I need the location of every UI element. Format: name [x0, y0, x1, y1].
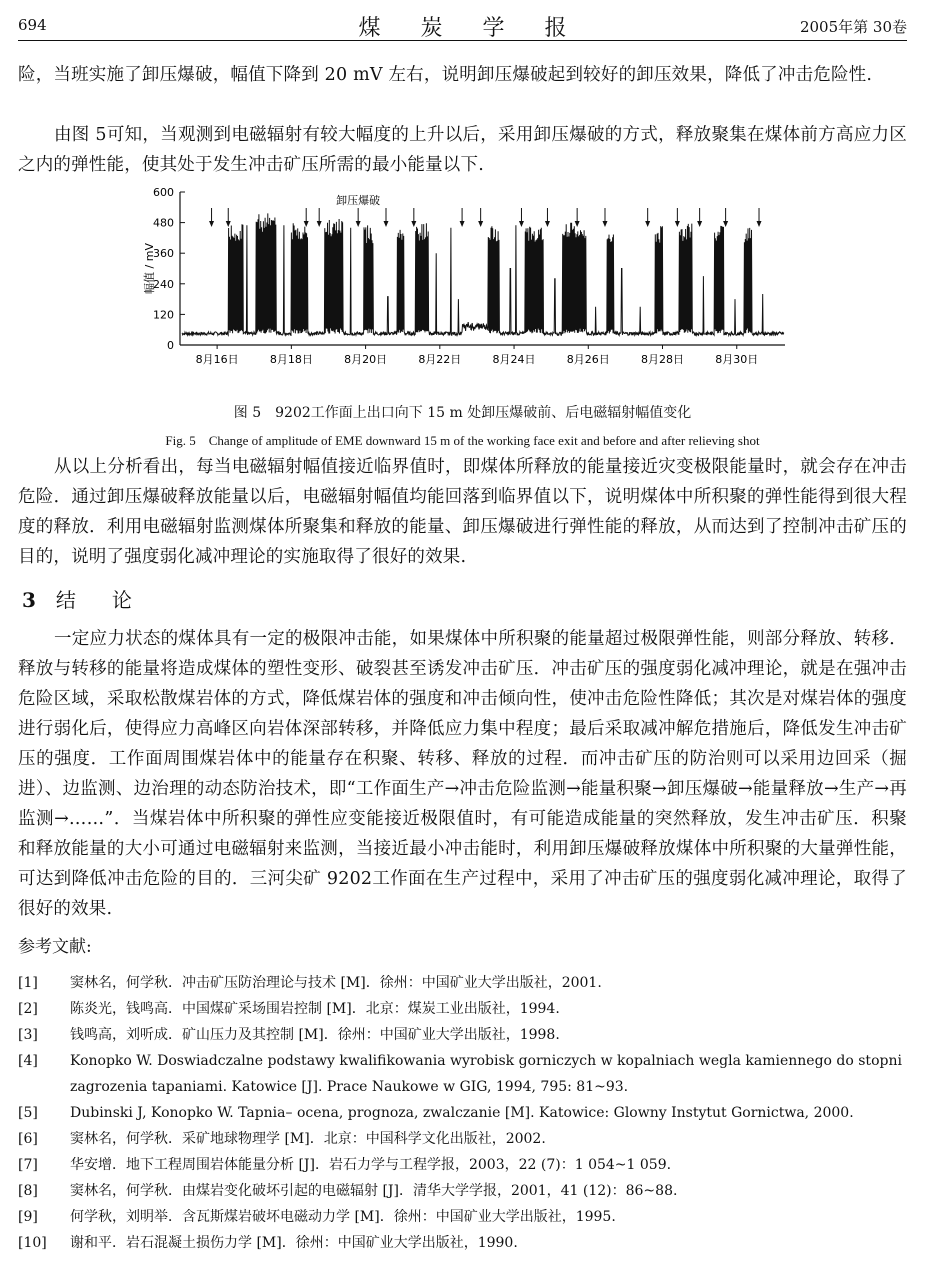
references-heading: 参考文献:: [18, 937, 92, 957]
eme-signal-series: [182, 213, 784, 335]
paragraph-analysis: 从以上分析看出，每当电磁辐射幅值接近临界值时，即煤体所释放的能量接近灾变极限能量时，就会存在冲击危险．通过卸压爆破释放能量以后，电磁辐射幅值均能回落到临界值以下，说明煤体中所积聚的弹性能得到很大程度的释放．利用电磁辐射监测煤体所聚集和释放的能量、卸压爆破进行弹性能的释放，从而达到了控制冲击矿压的目的，说明了强度弱化减冲理论的实施取得了很好的效果.: [18, 457, 907, 567]
blast-arrow-head: [304, 221, 309, 227]
reference-text: 谢和平．岩石混凝土损伤力学 [M]．徐州：中国矿业大学出版社，1990.: [70, 1235, 518, 1251]
blast-arrow-head: [697, 221, 702, 227]
y-tick-label: 240: [153, 277, 174, 291]
reference-number: [10]: [18, 1235, 47, 1251]
paragraph-continuation: 险，当班实施了卸压爆破，幅值下降到 20 mV 左右，说明卸压爆破起到较好的卸压效果，降低了冲击危险性.: [18, 65, 873, 85]
x-tick-label: 8月26日: [566, 353, 610, 366]
volume-info: 2005年第 30卷: [799, 18, 907, 36]
reference-text: 钱鸣高，刘听成．矿山压力及其控制 [M]．徐州：中国矿业大学出版社，1998.: [70, 1027, 560, 1043]
x-tick-label: 8月28日: [641, 353, 685, 366]
running-header: [18, 10, 907, 41]
reference-text: 陈炎光，钱鸣高．中国煤矿采场围岩控制 [M]．北京：煤炭工业出版社，1994.: [70, 1001, 560, 1017]
blast-arrow-head: [383, 221, 388, 227]
reference-number: [3]: [18, 1027, 38, 1043]
blast-arrow-head: [209, 221, 214, 227]
reference-text: Konopko W. Doswiadczalne podstawy kwalifikowania wyrobisk gorniczych w kopalniach wegla kamiennego do stopni zagrozenia tapaniami. Katowice [J]. Prace Naukowe w GIG, 1994, 795: 81~93.: [70, 1053, 902, 1095]
blast-arrow-head: [675, 221, 680, 227]
reference-number: [1]: [18, 975, 38, 991]
references-list: [18, 970, 910, 1256]
chart-annotation: 卸压爆破: [336, 194, 381, 207]
reference-text: Dubinski J, Konopko W. Tapnia– ocena, prognoza, zwalczanie [M]. Katowice: Glowny Instytut Gornictwa, 2000.: [70, 1105, 854, 1121]
x-tick-label: 8月16日: [195, 353, 239, 366]
eme-amplitude-chart: [140, 180, 800, 380]
y-tick-label: 120: [153, 308, 174, 322]
journal-title: 煤炭学报: [358, 16, 607, 41]
blast-arrow-head: [602, 221, 607, 227]
reference-item: [18, 1230, 910, 1256]
y-tick-label: 480: [153, 216, 174, 230]
blast-arrow-head: [460, 221, 465, 227]
blast-arrow-head: [723, 221, 728, 227]
blast-arrow-head: [317, 221, 322, 227]
reference-item: [18, 996, 910, 1022]
reference-item: [18, 1152, 910, 1178]
blast-arrow-head: [411, 221, 416, 227]
reference-item: [18, 1022, 910, 1048]
blast-arrow-head: [478, 221, 483, 227]
reference-number: [7]: [18, 1157, 38, 1173]
section-number: 3: [22, 588, 36, 612]
blast-arrow-head: [575, 221, 580, 227]
x-tick-label: 8月20日: [344, 353, 388, 366]
reference-number: [2]: [18, 1001, 38, 1017]
x-tick-label: 8月24日: [492, 353, 536, 366]
reference-text: 窦林名，何学秋．冲击矿压防治理论与技术 [M]．徐州：中国矿业大学出版社，2001.: [70, 975, 602, 991]
reference-number: [6]: [18, 1131, 38, 1147]
reference-number: [4]: [18, 1053, 38, 1069]
reference-item: [18, 1178, 910, 1204]
paragraph-figure-intro: 由图 5可知，当观测到电磁辐射有较大幅度的上升以后，采用卸压爆破的方式，释放聚集在煤体前方高应力区之内的弹性能，使其处于发生冲击矿压所需的最小能量以下.: [18, 125, 907, 175]
figure-caption-cn: 图 5 9202工作面上出口向下 15 m 处卸压爆破前、后电磁辐射幅值变化: [233, 405, 692, 421]
blast-arrow-head: [356, 221, 361, 227]
reference-item: [18, 1048, 910, 1100]
reference-text: 何学秋，刘明举．含瓦斯煤岩破坏电磁动力学 [M]．徐州：中国矿业大学出版社，1995.: [70, 1209, 616, 1225]
reference-item: [18, 1100, 910, 1126]
y-axis-label: 幅值 / mV: [143, 243, 156, 294]
section-heading: [22, 584, 168, 613]
x-tick-label: 8月30日: [715, 353, 759, 366]
reference-text: 窦林名，何学秋．采矿地球物理学 [M]．北京：中国科学文化出版社，2002.: [70, 1131, 546, 1147]
reference-item: [18, 970, 910, 996]
reference-item: [18, 1204, 910, 1230]
blast-arrow-head: [545, 221, 550, 227]
blast-arrow-head: [226, 221, 231, 227]
reference-number: [9]: [18, 1209, 38, 1225]
x-tick-label: 8月22日: [418, 353, 462, 366]
y-tick-label: 360: [153, 247, 174, 261]
reference-number: [5]: [18, 1105, 38, 1121]
blast-arrow-head: [519, 221, 524, 227]
page-number: 694: [18, 16, 47, 34]
section-title: 结论: [55, 588, 168, 612]
paragraph-conclusion: 一定应力状态的煤体具有一定的极限冲击能，如果煤体中所积聚的能量超过极限弹性能，则部分释放、转移．释放与转移的能量将造成煤体的塑性变形、破裂甚至诱发冲击矿压．冲击矿压的强度弱化减冲理论，就是在强冲击危险区域，采取松散煤岩体的方式，降低煤岩体的强度和冲击倾向性，使冲击危险性降低；其次是对煤岩体的强度进行弱化后，使得应力高峰区向岩体深部转移，并降低应力集中程度；最后采取减冲解危措施后，降低发生冲击矿压的强度．工作面周围煤岩体中的能量存在积聚、转移、释放的过程．而冲击矿压的防治则可以采用边回采（掘进）、边监测、边治理的动态防治技术，即“工作面生产→冲击危险监测→能量积聚→卸压爆破→能量释放→生产→再监测→……”．当煤岩体中所积聚的弹性应变能接近极限值时，有可能造成能量的突然释放，发生冲击矿压．积聚和释放能量的大小可通过电磁辐射来监测，当接近最小冲击能时，利用卸压爆破释放煤体中所积聚的大量弹性能，可达到降低冲击危险的目的．三河尖矿 9202工作面在生产过程中，采用了冲击矿压的强度弱化减冲理论，取得了很好的效果.: [18, 629, 907, 919]
figure-5: [140, 180, 800, 380]
blast-arrow-head: [645, 221, 650, 227]
reference-text: 窦林名，何学秋．由煤岩变化破坏引起的电磁辐射 [J]．清华大学学报，2001，41 (12)：86~88.: [70, 1183, 678, 1199]
reference-item: [18, 1126, 910, 1152]
x-tick-label: 8月18日: [269, 353, 313, 366]
reference-number: [8]: [18, 1183, 38, 1199]
y-tick-label: 600: [153, 186, 174, 199]
blast-arrow-head: [757, 221, 762, 227]
reference-text: 华安增．地下工程周围岩体能量分析 [J]．岩石力学与工程学报，2003，22 (7)：1 054~1 059.: [70, 1157, 672, 1173]
y-tick-label: 0: [167, 339, 174, 352]
figure-caption-en: Fig. 5 Change of amplitude of EME downward 15 m of the working face exit and before and after relieving shot: [165, 433, 760, 448]
